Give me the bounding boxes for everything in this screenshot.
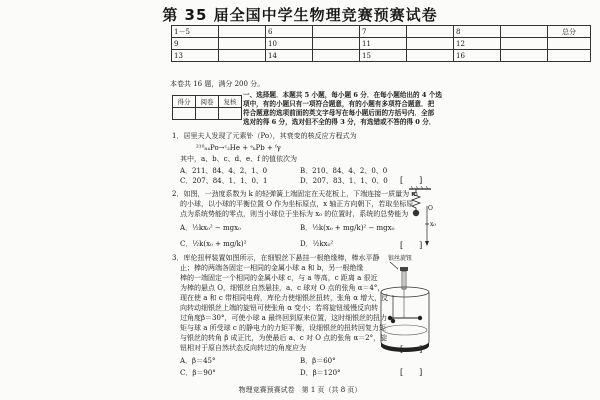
score-cell <box>313 26 360 38</box>
score-cell: 11 <box>360 38 407 50</box>
answer-bracket[interactable]: [ ] <box>400 368 423 377</box>
grader-label: 阅卷 <box>196 96 219 108</box>
score-cell <box>313 50 360 62</box>
grader-cell <box>219 108 242 120</box>
q3-stem-line: 3．库伦扭秤装置如图所示，在细银丝下悬挂一根绝缘棒，棒水平静 <box>172 254 380 262</box>
section1-line: 项中，有的小题只有一项符合题意，有的小题有多项符合题意．把 <box>243 100 435 108</box>
mass-ball <box>413 210 419 216</box>
q2-stem-line: 点为系统势能的零点，则当小球位于坐标为 x₀ 的位置时，系统的总势能为 <box>180 210 409 218</box>
origin-label: O <box>428 205 433 212</box>
q1-option-b: B．210、84、4、2、0、0 <box>300 167 388 175</box>
grader-cell <box>173 108 196 120</box>
q3-stem-line: 为棒的悬点 O，细银丝自然悬挂，a、c 球对 O 点的张角 α＝4°， <box>180 284 385 292</box>
score-cell <box>219 26 266 38</box>
total-cell <box>548 38 591 50</box>
score-cell: 8 <box>454 26 501 38</box>
cylinder-top <box>381 287 429 297</box>
q3-option-b: B．β＝60° <box>300 357 336 365</box>
torsion-balance-figure <box>378 262 434 362</box>
q3-stem-line: 向转动细银丝上端的旋钮可使张角 α 变小；若将旋钮缓慢反向转 <box>180 304 379 312</box>
q3-stem-line: 棒的一端固定一个相同的金属小球 c，与 a 等高，c 距离 a 很近 <box>180 274 378 282</box>
q1-equation: ²¹⁰₈₄Po→ᶜ₂He + ᵉₖPb + ᶠγ <box>196 144 281 152</box>
score-cell <box>501 26 548 38</box>
score-cell: 6 <box>266 26 313 38</box>
section1-line: 一、选择题．本题共 5 小题，每小题 6 分．在每小题给出的 4 个选 <box>243 91 442 99</box>
score-cell <box>501 38 548 50</box>
q1-sub: 其中，a、b、c、d、e、f 的值依次为 <box>180 155 298 163</box>
section1-line: 选对的得 6 分，选对但不全的得 3 分，有选错或不答的得 0 分． <box>243 118 436 126</box>
total-label: 总分 <box>548 26 591 38</box>
q3-stem-line: 现在使 a 和 c 带相同电荷，库伦力使细银丝扭转，张角 α 增大，反 <box>180 294 389 302</box>
score-cell <box>219 38 266 50</box>
q1-option-d: D．207、83、1、1、0、0 <box>300 177 388 185</box>
spring-coil <box>412 189 420 210</box>
score-cell: 13 <box>172 50 219 62</box>
label-leader <box>390 262 398 269</box>
q2-option-d: D．½kx₀² <box>300 240 334 248</box>
page-title: 第 35 届全国中学生物理竞赛预赛试卷 <box>162 6 438 24</box>
q2-option-a: A．½kx₀² − mgx₀ <box>180 224 241 232</box>
ball-c <box>391 319 395 323</box>
x0-label: x₀ <box>430 221 436 228</box>
knob <box>400 267 408 271</box>
q3-stem-line: 与银丝的转角 β 成正比，为使最后 a、c 对 O 点的张角 α＝2°，旋 <box>180 334 388 342</box>
q3-stem-line: 矩与球 a 所受球 c 的静电力的力矩平衡，设细银丝的扭转回复力矩 <box>180 324 386 332</box>
score-cell: 12 <box>454 38 501 50</box>
spring-figure <box>405 186 435 248</box>
q3-option-d: D．β＝120° <box>300 369 341 377</box>
score-cell: 10 <box>266 38 313 50</box>
grader-label: 复核 <box>219 96 242 108</box>
score-cell: 1－5 <box>172 26 219 38</box>
q3-stem-line: 过角度β＝30°，可使小球 a 最终回到原来位置，这时细银丝的扭力 <box>180 314 388 322</box>
score-cell: 7 <box>360 26 407 38</box>
ball-b <box>418 316 422 320</box>
page-footer: 物理竞赛预赛试卷 第 1 页（共 8 页） <box>238 386 362 394</box>
score-cell <box>407 50 454 62</box>
score-cell <box>501 50 548 62</box>
q1-option-c: C．207、84、1、1、0、1 <box>180 177 268 185</box>
knob-label: 银丝旋钮 <box>388 255 413 262</box>
intro-text: 本卷共 16 题，满分 200 分。 <box>170 80 265 88</box>
score-cell: 14 <box>266 50 313 62</box>
q3-option-a: A．β＝45° <box>180 357 216 365</box>
score-cell <box>407 38 454 50</box>
score-cell: 15 <box>360 50 407 62</box>
score-cell <box>313 38 360 50</box>
score-cell: 16 <box>454 50 501 62</box>
q2-option-c: C．½k(x₀ + mg/k)² <box>180 240 247 248</box>
q3-stem-line: 钮相对于原自然状态反向转过的角度应为 <box>180 344 306 352</box>
score-table <box>171 25 591 62</box>
grader-table <box>172 95 242 120</box>
grader-label: 得分 <box>173 96 196 108</box>
total-cell <box>548 50 591 62</box>
q1-stem: 1．居里夫人发现了元素钋（Po），其衰变的核反应方程式为 <box>172 132 357 140</box>
x-axis-arrow <box>425 241 429 246</box>
q1-option-a: A．211、84、4、2、1、0 <box>180 167 268 175</box>
q3-stem-line: 止；棒的两端各固定一相同的金属小球 a 和 b，另一根绝缘 <box>180 264 364 272</box>
section1-line: 符合题意的选项前面的英文字母写在每小题后面的方括号内．全部 <box>243 109 435 117</box>
q2-stem-line: 2．如图，一劲度系数为 k 的轻弹簧上端固定在天花板上，下端连接一质量为 m <box>172 190 419 198</box>
score-cell: 9 <box>172 38 219 50</box>
q2-option-b: B．½k(x₀ + mg/k)² − mgx₀ <box>300 224 395 232</box>
scale-ring <box>383 325 427 335</box>
answer-bracket[interactable]: [ ] <box>400 241 423 250</box>
base-plate <box>381 342 429 352</box>
q3-option-c: C．β＝90° <box>180 369 216 377</box>
answer-bracket[interactable]: [ ] <box>400 176 423 185</box>
q2-stem-line: 的小球，以小球的平衡位置 O 作为坐标原点，x 轴正方向朝下，若取坐标原 <box>180 200 414 208</box>
grader-cell <box>196 108 219 120</box>
score-cell <box>407 26 454 38</box>
score-cell <box>219 50 266 62</box>
